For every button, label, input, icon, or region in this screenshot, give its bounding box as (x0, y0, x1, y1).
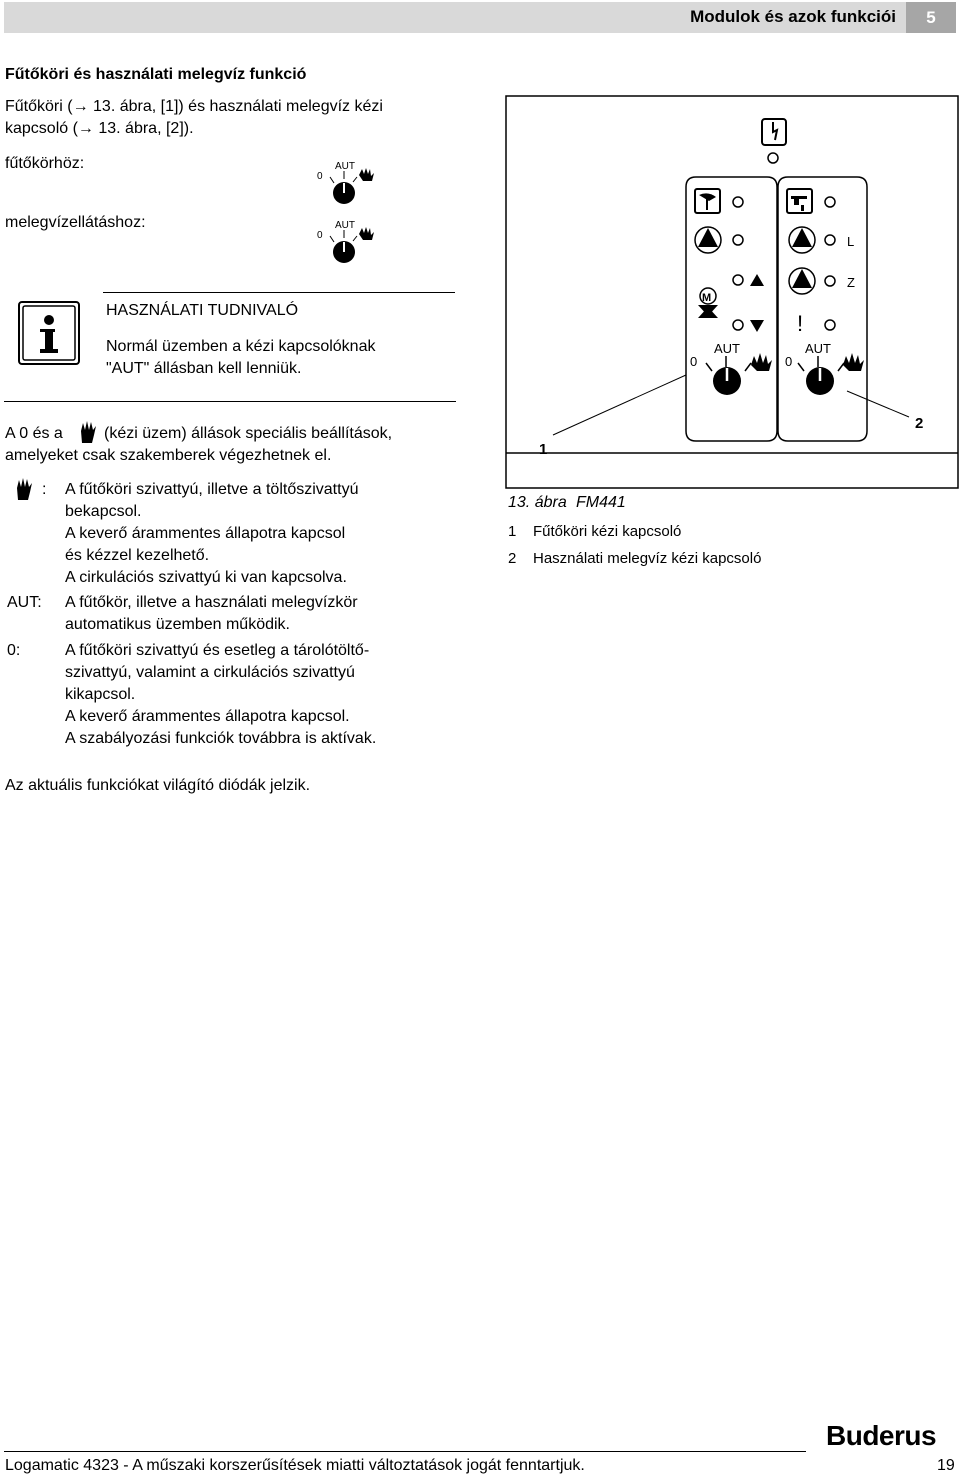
definition-line: automatikus üzemben működik. (65, 616, 290, 633)
legend-number: 1 (508, 523, 517, 540)
section-heading: Fűtőköri és használati melegvíz funkció (5, 66, 307, 83)
hand-icon (77, 421, 99, 445)
mixer-label: M (702, 292, 712, 304)
legend-number: 2 (508, 550, 517, 567)
info-icon (18, 301, 80, 365)
header-section-number: 5 (906, 2, 956, 33)
special-note-part-a: A 0 és a (5, 425, 63, 442)
small-switch-hotwater-icon (315, 214, 375, 264)
closing-note: Az aktuális funkciókat világító diódák jelzik. (5, 777, 311, 794)
small-switch-heating-icon (315, 155, 375, 205)
definition-line: kikapcsol. (65, 686, 136, 703)
intro-line-2: kapcsoló (→ 13. ábra, [2]). (5, 120, 194, 137)
label-heating-circuit: fűtőkörhöz: (5, 155, 85, 172)
legend-text: Fűtőköri kézi kapcsoló (533, 523, 682, 540)
intro-line-1: Fűtőköri (→ 13. ábra, [1]) és használati melegvíz kézi (5, 98, 383, 115)
notice-top-rule (103, 292, 455, 293)
definition-term-manual: : (42, 481, 47, 498)
label-hot-water: melegvízellátáshoz: (5, 214, 146, 231)
notice-line-2: "AUT" állásban kell lenniük. (106, 360, 302, 377)
special-note-line-2: amelyeket csak szakemberek végezhetnek el. (5, 447, 332, 464)
callout-1: 1 (539, 441, 548, 458)
figure-fm441-panel (505, 95, 960, 490)
switch-1-aut-label: AUT (714, 341, 740, 356)
switch-1-zero-label: 0 (690, 354, 698, 369)
definition-line: A keverő árammentes állapotra kapcsol. (65, 708, 350, 725)
small-switch-zero-label: 0 (317, 171, 323, 182)
small-switch-aut-label: AUT (335, 220, 355, 231)
definition-line: A fűtőköri szivattyú, illetve a töltőszivattyú (65, 481, 359, 498)
brand-logo: Buderus (826, 1420, 937, 1451)
special-note-part-b: (kézi üzem) állások speciális beállítások, (104, 425, 393, 442)
definition-line: bekapcsol. (65, 503, 142, 520)
definition-term-zero: 0: (7, 642, 21, 659)
definition-line: A szabályozási funkciók továbbra is aktívak. (65, 730, 377, 747)
footer-rule (4, 1451, 806, 1452)
pump-l-label: L (847, 234, 855, 249)
definition-line: szivattyú, valamint a cirkulációs szivattyú (65, 664, 355, 681)
pump-z-label: Z (847, 275, 855, 290)
definition-line: A keverő árammentes állapotra kapcsol (65, 525, 346, 542)
definition-line: A fűtőköri szivattyú és esetleg a tárolótöltő- (65, 642, 370, 659)
notice-title: HASZNÁLATI TUDNIVALÓ (106, 302, 299, 319)
switch-2-zero-label: 0 (785, 354, 793, 369)
notice-bottom-rule (4, 401, 456, 402)
notice-line-1: Normál üzemben a kézi kapcsolóknak (106, 338, 376, 355)
figure-caption-number: 13. ábra (508, 494, 567, 511)
definition-line: és kézzel kezelhető. (65, 547, 210, 564)
definition-line: A cirkulációs szivattyú ki van kapcsolva. (65, 569, 347, 586)
small-switch-aut-label: AUT (335, 161, 355, 172)
header-section-title: Modulok és azok funkciói (690, 7, 896, 26)
figure-caption-title: FM441 (576, 494, 626, 511)
callout-2: 2 (915, 415, 924, 432)
definition-line: A fűtőkör, illetve a használati melegvízkör (65, 594, 358, 611)
footer-text: Logamatic 4323 - A műszaki korszerűsítések miatti változtatások jogát fenntartjuk. (5, 1457, 585, 1474)
legend-text: Használati melegvíz kézi kapcsoló (533, 550, 762, 567)
warning-exclamation: ! (797, 311, 804, 336)
definition-term-aut: AUT: (7, 594, 42, 611)
footer-page-number: 19 (937, 1457, 955, 1474)
hand-icon (13, 478, 35, 502)
switch-2-aut-label: AUT (805, 341, 831, 356)
small-switch-zero-label: 0 (317, 230, 323, 241)
